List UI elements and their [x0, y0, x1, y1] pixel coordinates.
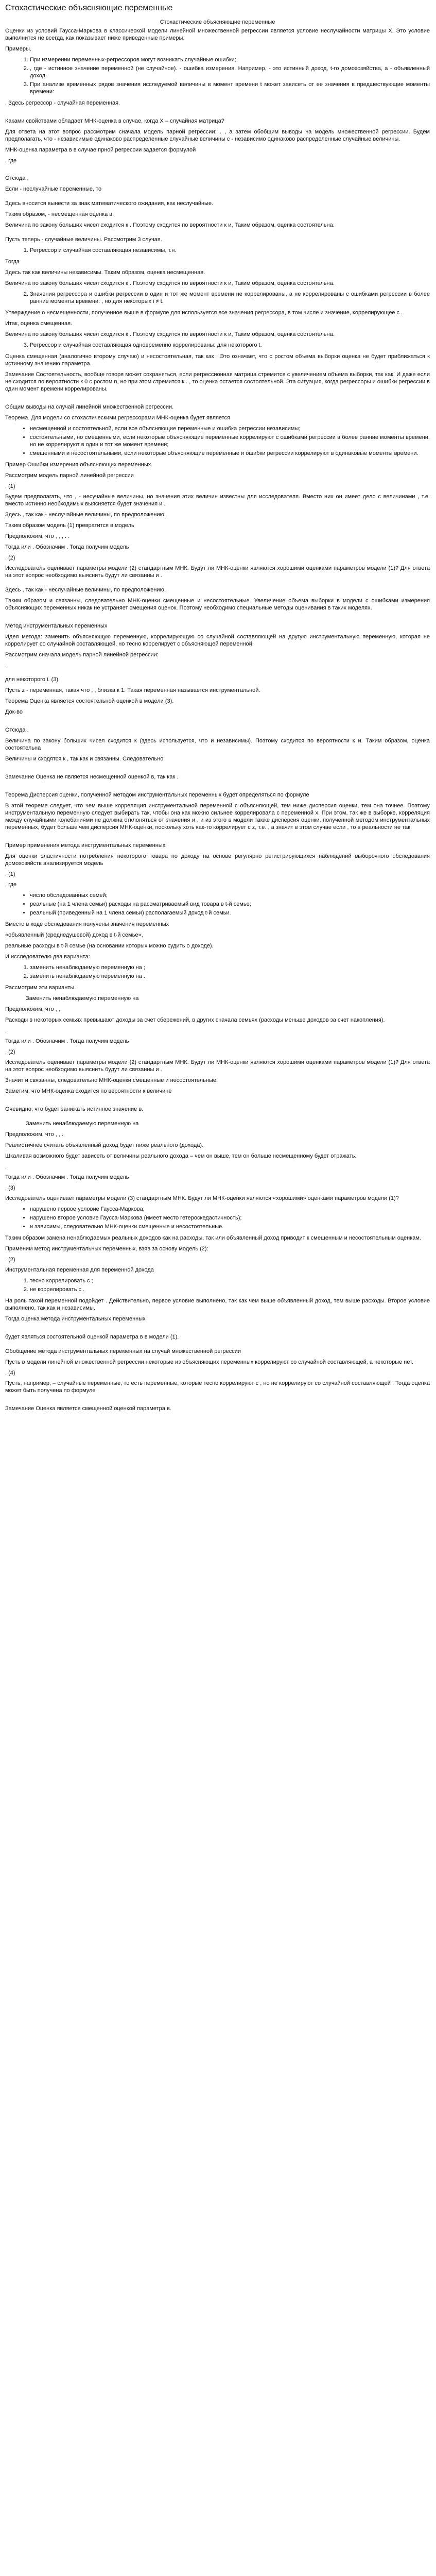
equation: , (4): [5, 1370, 15, 1376]
list-item: 3. Регрессор и случайная составляющая одновременно коррелированы: для некоторого t.: [30, 342, 430, 349]
list-item: 1. заменить ненаблюдаемую переменную на ;: [30, 964, 430, 971]
remark: Замечание Оценка не является несмещенной оценкой в, так как .: [5, 774, 179, 780]
paragraph: Теорема Оценка является состоятельной оценкой в модели (3).: [5, 698, 174, 704]
paragraph: Для ответа на этот вопрос рассмотрим сначала модель парной регрессии: . , а затем обобщим выводы на модель множественной регрессии. Будем предполагать, что - независимые одинаково распределенные случайные величины с - независимо одинаково распределенные случайные величины.: [5, 129, 430, 142]
equation: . (2): [5, 555, 15, 561]
paragraph: Таким образом и связанны, следовательно МНК-оценки смещенные и несостоятельные. Увеличение объема выборки в модели с ошибками измерения объясняющих переменных никак не устраняет смещения оценок. Поэтому необходимо специальные методы оценивания в таких моделях.: [5, 598, 430, 611]
paragraph: Величины и сходятся к , так как и связанны. Следовательно: [5, 756, 164, 762]
list-item: • число обследованных семей;: [30, 892, 430, 899]
list-item: 3. При анализе временных рядов значения исследуемой величины в момент времени t может зависеть от ее значения в предшествующие моменты времени:: [30, 81, 430, 95]
paragraph: Тогда или . Обозначим . Тогда получим модель: [5, 1038, 129, 1044]
paragraph: Тогда или . Обозначим . Тогда получим модель: [5, 544, 129, 550]
list-item: 2. заменить ненаблюдаемую переменную на .: [30, 973, 430, 980]
equation: ,: [5, 1028, 7, 1034]
paragraph: Таким образом замена ненаблюдаемых реальных доходов как на расходы, так или объявленный доход приводит к смещенным и несостоятельным оценкам.: [5, 1235, 421, 1241]
paragraph: И исследователю два варианта:: [5, 954, 90, 960]
paragraph: реальные расходы в t-й семье (на основании которых можно судить о доходе).: [5, 943, 214, 949]
paragraph: МНК-оценка параметра в в случае прной регрессии задается формулой: [5, 147, 196, 153]
paragraph: Теорема. Для модели со стохастическими регрессорами МНК-оценка будет является: [5, 415, 231, 421]
list-item: • несмещенной и состоятельной, если все объясняющие переменные и ошибка регрессии независимы;: [30, 425, 430, 432]
equation: . (3): [5, 1185, 15, 1191]
list-item: 1. Регрессор и случайная составляющая независимы, т.н.: [30, 247, 430, 254]
example-error-heading: Пример Ошибки измерения объясняющих переменных.: [5, 462, 153, 468]
assumption-list: [5, 1206, 430, 1230]
list-item: • нарушено первое условие Гаусса-Маркова;: [30, 1206, 430, 1213]
paragraph: Таким образом, - несмещенная оценка в.: [5, 211, 114, 217]
application-heading: Пример применения метода инструментальных переменных: [5, 842, 166, 849]
paragraph: Если - неслучайные переменные, то: [5, 186, 102, 192]
paragraph: Величина по закону больших чисел сходится к . Поэтому сходится по вероятности к и, Таким образом, оценка состоятельна.: [5, 331, 335, 337]
variant-list: [5, 964, 430, 980]
paragraph: Вместо в ходе обследования получены значения переменных: [5, 921, 169, 927]
section-heading: Стохастические объясняющие переменные: [160, 19, 275, 25]
proof-label: Док-во: [5, 709, 23, 715]
equation: ,: [5, 1164, 7, 1170]
list-item: 1. тесно коррелировать с ;: [30, 1277, 430, 1284]
variant-label: Заменить ненаблюдаемую переменную на: [26, 1121, 139, 1127]
paragraph: Расходы в некоторых семьях превышают доходы за счет сбережений, в других сначала семьях (расходы меньше доходов за счет накопления).: [5, 1017, 385, 1023]
instrumental-heading: Метод инструментальных переменных: [5, 623, 108, 629]
paragraph: Тогда или . Обозначим . Тогда получим модель: [5, 1174, 129, 1180]
paragraph: Очевидно, что будет занижать истинное значение в.: [5, 1106, 144, 1112]
paragraph: Здесь так как величины независимы. Таким образом, оценка несмещенная.: [5, 269, 205, 276]
formula: , где: [5, 158, 17, 164]
definition-list: [5, 892, 430, 917]
paragraph: для некоторого i. (3): [5, 676, 59, 683]
paragraph: Исследователь оценивает параметры модели (3) стандартным МНК. Будут ли МНК-оценки являются «хорошими» оценками параметров модели (1)?: [5, 1195, 399, 1201]
paragraph: Оценка смещенная (аналогично второму случаю) и несостоятельная, так как . Это означает, что с ростом объема выборки оценка не будет приближаться к истинному значению параметра.: [5, 353, 430, 367]
paragraph: Отсюда ,: [5, 175, 29, 181]
paragraph: Значит и связанны, следовательно МНК-оценки смещенные и несостоятельные.: [5, 1077, 218, 1083]
paragraph: Применим метод инструментальных переменных, взяв за основу модель (2):: [5, 1246, 208, 1252]
paragraph: Предположим, что , , , . .: [5, 533, 70, 539]
paragraph: Величина по закону больших чисел сходится к . Поэтому сходится по вероятности к и, Таким образом, оценка состоятельна.: [5, 222, 335, 228]
list-item: • состоятельными, но смещенными, если некоторые объясняющие переменные коррелируют с ошибками регрессии в более ранние моменты времени, но не коррелируют в один и тот же момент времени;: [30, 434, 430, 448]
list-item: • реальные (на 1 члена семьи) расходы на рассматриваемый вид товара в t-й семье;: [30, 901, 430, 908]
paragraph: Рассмотрим модель парной линейной регрессии: [5, 472, 134, 479]
paragraph: В этой теореме следует, что чем выше корреляция инструментальной переменной с объясняющей, тем ниже дисперсия оценки, тем она точнее. Поэтому инструментальную переменную следует выбирать так, чтобы она как можно сильнее коррелировала с переменной х. При этом, так же в выборке, корреляция между случайными колебаниями не должна отклоняться от значения и , и из этого в модели также дисперсия оценки, полученной методом инструментальных переменных, будет больше чем дисперсия МНК-оценки, поскольку хоть как-то коррелирует с z, т.е. , а значит в этом случае если , то в реальности не так.: [5, 803, 430, 831]
paragraph: Тогда: [5, 259, 20, 265]
equation: .: [5, 663, 7, 669]
paragraph: Шкаливая возможного будет зависеть от величины реального дохода – чем он выше, тем он больше несмещенному будет отражать.: [5, 1153, 357, 1159]
paragraph: Величина по закону больших чисел сходится к (здесь используется, что и независимы). Поэтому сходится по вероятности к и. Таким образом, оценка состоятельна: [5, 738, 430, 751]
list-item: • реальный (приведенный на 1 члена семьи) располагаемый доход t-й семьи.: [30, 909, 430, 917]
paragraph: Идея метода: заменить объясняющую переменную, коррелирующую со случайной составляющей на другую инструментальную переменную, которая не коррелирует со случайной составляющей, но тесно коррелирует с объясняющей переменной.: [5, 634, 430, 647]
paragraph: Реалистичнее считать объявленный доход будет ниже реального (дохода).: [5, 1142, 204, 1148]
paragraph: Теорема Дисперсия оценки, полученной методом инструментальных переменных будет определяться по формуле: [5, 792, 309, 798]
equation: . (2): [5, 1257, 15, 1263]
example-list: [5, 56, 430, 95]
paragraph: Исследователь оценивает параметры модели (2) стандартным МНК. Будут ли МНК-оценки являются хорошими оценками параметров модели (1)? Для ответа на этот вопрос необходимо выяснить будут ли связанны и .: [5, 1059, 430, 1073]
paragraph: Замечание Состоятельность, вообще говоря может сохраняться, если регрессионная матрица стремится с увеличением объема выборки, так как. И даже если не сходится по вероятности к 0 с ростом n, но при этом стремится к . , то оценка остается состоятельной. Эта ситуация, когда регрессоры и ошибки регрессии в один момент времени коррелированы.: [5, 371, 430, 392]
document-title: Стохастические объясняющие переменные: [5, 4, 173, 12]
paragraph: Отсюда .: [5, 727, 29, 733]
paragraph: Предположим, что , , .: [5, 1131, 63, 1138]
paragraph: Здесь , так как - неслучайные величины, по предположению.: [5, 587, 166, 593]
case-list: [5, 247, 430, 254]
theorem-list: [5, 425, 430, 457]
paragraph: , где: [5, 882, 17, 888]
list-item: • нарушено второе условие Гаусса-Маркова (имеет место гетероскедастичность);: [30, 1214, 430, 1222]
paragraph: Каками свойствами обладает МНК-оценка в случае, когда Х – случайная матрица?: [5, 118, 224, 124]
equation: . (1): [5, 871, 15, 877]
paragraph: , Здесь регрессор - случайная переменная.: [5, 100, 120, 106]
list-item: • и зависимы, следовательно МНК-оценки смещенные и несостоятельные.: [30, 1223, 430, 1230]
paragraph: Будем предполагать, что , - несучайные величины, но значения этих величин известны для исследователя. Вместо них он имеет дело с величинами , т.е. вместо истинно необходимых выясняется будет значения и .: [5, 494, 430, 507]
paragraph: Исследователь оценивает параметры модели (2) стандартным МНК. Будут ли МНК-оценки являются хорошими оценками параметров модели (1)? Для ответа на этот вопрос необходимо выяснить будут ли связанны и .: [5, 565, 430, 579]
paragraph: будет являться состоятельной оценкой параметра в в модели (1).: [5, 1334, 179, 1340]
paragraph: Заметим, что МНК-оценка сходится по вероятности к величине: [5, 1088, 172, 1094]
examples-label: Примеры.: [5, 46, 31, 52]
paragraph: Предположим, что , ,: [5, 1006, 60, 1012]
list-item: • смещенными и несостоятельными, если некоторые объясняющие переменные и ошибки регрессии коррелируют в одинаковые моменты времени.: [30, 450, 430, 457]
paragraph: Рассмотрим сначала модель парной линейной регрессии:: [5, 652, 159, 658]
paragraph: Пусть z - переменная, такая что , , близка к 1. Такая переменная называется инструментальной.: [5, 687, 260, 693]
remark: Замечание Оценка является смещенной оценкой параметра в.: [5, 1405, 171, 1412]
paragraph: «объявленный (среднедушевой) доход в t-й семье»,: [5, 932, 143, 938]
list-item: 2. , где - истинное значение переменной (не случайное). - ошибка измерения. Например, - это истинный доход, t-го домохозяйства, а - объявленный доход.: [30, 65, 430, 79]
paragraph: Тогда оценка метода инструментальных переменных: [5, 1316, 146, 1322]
paragraph: Итак, оценка смещенная.: [5, 320, 73, 327]
paragraph: Пусть, например, – случайные переменные, то есть переменные, которые тесно коррелируют с , но не коррелируют со случайной составляющей . Тогда оценка может быть получена по формуле: [5, 1380, 430, 1394]
paragraph: Величина по закону больших чисел сходится к . Поэтому сходится по вероятности к и, Таким образом, оценка состоятельна.: [5, 280, 335, 286]
list-item: 2. не коррелировать с .: [30, 1286, 430, 1293]
paragraph: Инструментальная переменная для переменной дохода: [5, 1267, 154, 1273]
equation: . (2): [5, 1049, 15, 1055]
list-item: 1. При измерении переменных-регрессоров могут возникать случайные ошибки;: [30, 56, 430, 63]
paragraph: Пусть в модели линейной множественной регрессии некоторые из объясняющих переменных коррелируют со случайной составляющей, а некоторые нет.: [5, 1359, 414, 1365]
equation: , (1): [5, 483, 15, 489]
paragraph: Обобщение метода инструментальных переменных на случай множественной регрессии: [5, 1348, 241, 1354]
paragraph: Для оценки эластичности потребления некоторого товара по доходу на основе регулярно регистрирующихся наблюдений выборочного обследования домохозяйств анализируется модель: [5, 853, 430, 867]
case-list: [5, 291, 430, 305]
list-item: 2. Значения регрессора и ошибки регрессии в один и тот же момент времени не коррелированы, а не коррелированы с ошибками регрессии в более ранние моменты времени: , но для некоторых i ≠ t.: [30, 291, 430, 305]
paragraph: Рассмотрим эти варианты.: [5, 985, 76, 991]
paragraph: На роль такой переменной подойдет . Действительно, первое условие выполнено, так как чем выше объявленный доход, тем выше расходы. Второе условие выполнено, так как и независимы.: [5, 1298, 430, 1311]
instrument-list: [5, 1277, 430, 1293]
paragraph: Утверждение о несмещенности, полученное выше в формуле для используется все значения регрессора, в том числе и значение, коррелирующее с .: [5, 310, 403, 316]
paragraph: Здесь вносится вынести за знак математического ожидания, как неслучайные.: [5, 200, 214, 207]
paragraph: Пусть теперь - случайные величины. Рассмотрим 3 случая.: [5, 236, 162, 243]
paragraph: Таким образом модель (1) превратится в модель: [5, 522, 134, 529]
paragraph: Здесь , так как - неслучайные величины, по предположению.: [5, 512, 166, 518]
summary-heading: Общим выводы на случай линейной множественной регрессии.: [5, 404, 174, 410]
paragraph: Оценки из условий Гаусса-Маркова в классической модели линейной множественной регрессии является условие неслучайности матрицы Х. Это условие выполнится не всегда, как показывает ниже приведенные примеры.: [5, 28, 430, 41]
case-list: [5, 342, 430, 349]
variant-label: Заменить ненаблюдаемую переменную на: [26, 995, 139, 1002]
